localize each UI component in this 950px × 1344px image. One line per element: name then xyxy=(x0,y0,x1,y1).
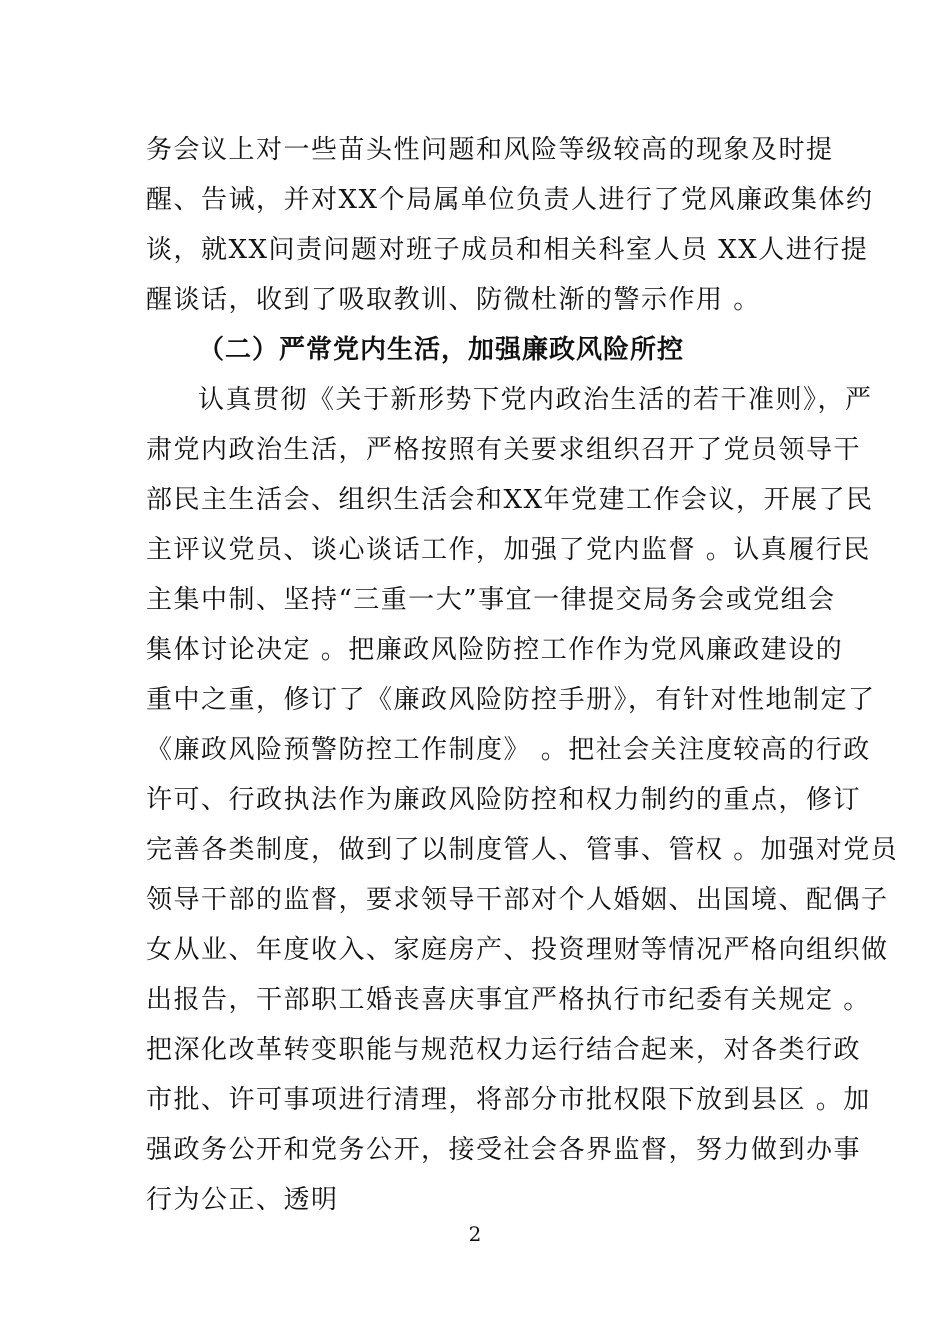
paragraph-line: 出报告，干部职工婚丧喜庆事宜严格执行市纪委有关规定 。 xyxy=(146,985,871,1015)
paragraph-line: 主评议党员、谈心谈话工作，加强了党内监督 。认真履行民 xyxy=(146,535,871,565)
paragraph-line: 肃党内政治生活，严格按照有关要求组织召开了党员领导干 xyxy=(146,435,862,465)
paragraph-line: 完善各类制度，做到了以制度管人、管事、管权 。加强对党员 xyxy=(146,835,899,865)
paragraph-line: 强政务公开和党务公开，接受社会各界监督，努力做到办事 xyxy=(146,1135,862,1165)
paragraph-line: 市批、许可事项进行清理，将部分市批权限下放到县区 。加 xyxy=(146,1085,871,1115)
paragraph-line: 许可、行政执法作为廉政风险防控和权力制约的重点，修订 xyxy=(146,785,862,815)
paragraph-line: 《廉政风险预警防控工作制度》 。把社会关注度较高的行政 xyxy=(146,735,871,765)
section-heading: （二）严常党内生活，加强廉政风险所控 xyxy=(198,335,685,365)
page-number: 2 xyxy=(468,1222,482,1246)
paragraph-line: 认真贯彻《关于新形势下党内政治生活的若干准则》，严 xyxy=(198,385,873,415)
paragraph-line: 集体讨论决定 。把廉政风险防控工作作为党风廉政建设的 xyxy=(146,635,844,665)
paragraph-line: 行为公正、透明 xyxy=(146,1185,339,1215)
paragraph-line: 醒谈话，收到了吸取教训、防微杜渐的警示作用 。 xyxy=(146,285,761,315)
paragraph-line: 部民主生活会、组织生活会和XX年党建工作会议，开展了民 xyxy=(146,485,874,515)
paragraph-line: 重中之重，修订了《廉政风险防控手册》，有针对性地制定了 xyxy=(146,685,876,715)
paragraph-line: 务会议上对一些苗头性问题和风险等级较高的现象及时提 xyxy=(146,135,834,165)
paragraph-line: 领导干部的监督，要求领导干部对个人婚姻、出国境、配偶子 xyxy=(146,885,889,915)
paragraph-line: 醒、告诫，并对XX个局属单位负责人进行了党风廉政集体约 xyxy=(146,185,874,215)
paragraph-line: 谈，就XX问责问题对班子成员和相关科室人员 XX人进行提 xyxy=(146,235,869,265)
paragraph-line: 女从业、年度收入、家庭房产、投资理财等情况严格向组织做 xyxy=(146,935,889,965)
paragraph-line: 把深化改革转变职能与规范权力运行结合起来，对各类行政 xyxy=(146,1035,862,1065)
paragraph-line: 主集中制、坚持“三重一大”事宜一律提交局务会或党组会 xyxy=(146,585,836,615)
